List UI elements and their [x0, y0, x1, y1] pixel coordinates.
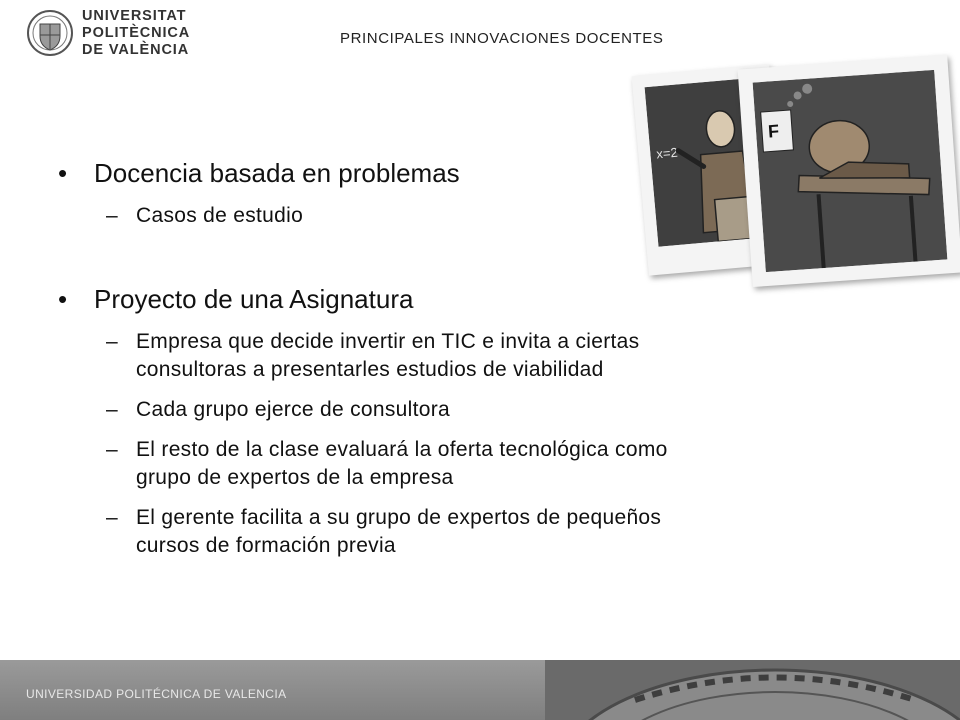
- sub-bullet-item: [58, 504, 838, 560]
- bullet-text: Docencia basada en problemas: [94, 158, 460, 188]
- bullet-symbol: •: [58, 158, 68, 188]
- footer-bar: [0, 660, 545, 720]
- sub-bullet-text-continued: consultoras a presentarles estudios de viabilidad: [136, 358, 604, 381]
- slide-content: [58, 156, 838, 560]
- university-name-line: UNIVERSITAT: [82, 8, 187, 24]
- stone-seal-icon: [545, 660, 960, 720]
- sub-bullet-text: Cada grupo ejerce de consultora: [136, 398, 450, 421]
- sub-bullet-text: El resto de la clase evaluará la oferta tecnológica como: [136, 438, 668, 461]
- paper-grade: F: [767, 120, 780, 142]
- footer-text: UNIVERSIDAD POLITÉCNICA DE VALENCIA: [26, 687, 287, 701]
- sub-bullet-text-continued: grupo de expertos de la empresa: [136, 466, 454, 489]
- sub-bullet-item: [58, 328, 838, 384]
- sub-bullet-item: [58, 202, 838, 230]
- header: [0, 0, 960, 72]
- bullet-text: Proyecto de una Asignatura: [94, 284, 414, 314]
- bullet-item: [58, 282, 838, 316]
- chalk-text: x=2: [655, 144, 679, 162]
- bullet-item: [58, 156, 838, 190]
- university-seal-icon: [26, 6, 74, 60]
- sub-bullet-text: El gerente facilita a su grupo de expertos de pequeños: [136, 506, 662, 529]
- sub-bullet-text-continued: cursos de formación previa: [136, 534, 396, 557]
- sub-bullet-item: [58, 396, 838, 424]
- footer-seal-image: [545, 660, 960, 720]
- university-name: [82, 8, 190, 59]
- bullet-symbol: •: [58, 284, 68, 314]
- sub-bullet-text: Empresa que decide invertir en TIC e invita a ciertas: [136, 330, 640, 353]
- university-logo: [26, 6, 191, 62]
- sub-bullet-text: Casos de estudio: [136, 204, 304, 227]
- dash-symbol: –: [106, 398, 118, 421]
- dash-symbol: –: [106, 330, 118, 353]
- dash-symbol: –: [106, 204, 118, 227]
- sub-bullet-item: [58, 436, 838, 492]
- footer: [0, 660, 960, 720]
- university-name-line: DE VALÈNCIA: [82, 42, 190, 58]
- slide-header-title: PRINCIPALES INNOVACIONES DOCENTES: [340, 30, 664, 47]
- dash-symbol: –: [106, 506, 118, 529]
- university-name-line: POLITÈCNICA: [82, 25, 191, 41]
- dash-symbol: –: [106, 438, 118, 461]
